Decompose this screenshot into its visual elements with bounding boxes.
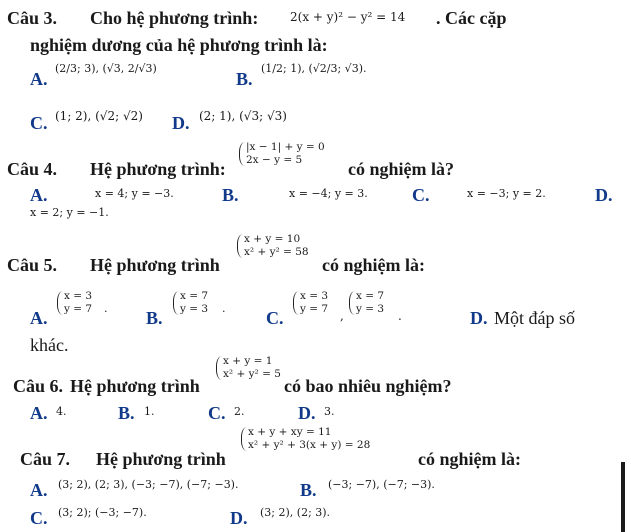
option-label: A. [30,69,48,89]
option-system [292,290,328,316]
equation: x² + y² = 5 [223,368,281,380]
question-prompt: Hệ phương trình: [90,159,226,179]
option-label: B. [118,403,135,423]
option-label: A. [30,185,48,205]
option-label: C. [266,308,284,328]
option-suffix: . [222,302,226,315]
option-text: 1. [144,405,155,418]
option-label: B. [300,480,317,500]
question-number: Câu 5. [7,255,58,275]
equation: y = 3 [180,303,209,315]
option-label: D. [595,185,613,205]
equation-system [238,141,325,167]
equation: 2x − y = 5 [246,154,303,166]
option-label: D. [298,403,316,423]
question-tail: . Các cặp [436,8,507,28]
question-prompt: Cho hệ phương trình: [90,8,259,28]
equation-system [240,426,370,452]
equation: |x − 1| + y = 0 [246,141,325,153]
option-label: D. [230,508,248,528]
equation: x = 3 [64,290,93,302]
option-text: 2. [234,405,245,418]
edge-bar [621,462,625,532]
option-text: x = −3; y = 2. [467,187,546,200]
option-text: x = −4; y = 3. [289,187,368,200]
option-label: C. [30,508,48,528]
question-number: Câu 4. [7,159,58,179]
option-text: (1/2; 1), (√2/3; √3). [261,62,367,75]
question-prompt: Hệ phương trình [90,255,220,275]
option-text: (2; 1), (√3; √3) [199,109,287,123]
equation: x = 7 [356,290,385,302]
option-text: (2/3; 3), (√3, 2/√3) [55,62,157,75]
question-prompt: Hệ phương trình [96,449,226,469]
option-text: x = 4; y = −3. [95,187,174,200]
question-tail: có nghiệm là: [418,449,521,469]
option-text: (3; 2); (−3; −7). [58,506,147,519]
equation: x² + y² + 3(x + y) = 28 [248,439,371,451]
equation: y = 7 [300,303,329,315]
equation: x² + y² = 58 [244,246,309,258]
equation: y = 7 [64,303,93,315]
question-tail: có nghiệm là? [348,159,454,179]
option-text: (1; 2), (√2; √2) [55,109,143,123]
option-label: B. [236,69,253,89]
option-text: Một đáp số [494,308,575,328]
option-label: D. [470,308,488,328]
equation-system [236,233,309,259]
equation: x + y + xy = 11 [248,426,332,438]
option-text: (3; 2), (2; 3). [260,506,331,519]
equation: x = 7 [180,290,209,302]
option-label: C. [412,185,430,205]
question-number: Câu 6. [13,376,64,396]
option-label: B. [222,185,239,205]
question-number: Câu 3. [7,8,58,28]
option-suffix: . [104,302,108,315]
option-suffix: , [340,309,344,323]
equation-system [215,355,281,381]
equation: y = 3 [356,303,385,315]
question-tail: có bao nhiêu nghiệm? [284,376,452,396]
option-text: 4. [56,405,67,418]
option-text: 3. [324,405,335,418]
option-system [56,290,92,316]
option-text: (3; 2), (2; 3), (−3; −7), (−7; −3). [58,478,239,491]
option-label: B. [146,308,163,328]
option-text: (−3; −7), (−7; −3). [328,478,435,491]
option-label: C. [208,403,226,423]
option-label: D. [172,113,190,133]
question-number: Câu 7. [20,449,71,469]
option-label: A. [30,308,48,328]
option-text: x = 2; y = −1. [30,206,109,219]
question-tail: có nghiệm là: [322,255,425,275]
option-system [348,290,384,316]
question-prompt: Hệ phương trình [70,376,200,396]
option-label: A. [30,403,48,423]
equation: x + y = 1 [223,355,273,367]
question-line2: nghiệm dương của hệ phương trình là: [30,35,328,55]
option-system [172,290,208,316]
option-label: C. [30,113,48,133]
equation: 2(x + y)² − y² = 14 [290,10,406,24]
option-suffix: . [398,309,402,323]
equation: x = 3 [300,290,329,302]
option-label: A. [30,480,48,500]
equation: x + y = 10 [244,233,301,245]
option-text-continued: khác. [30,335,69,355]
